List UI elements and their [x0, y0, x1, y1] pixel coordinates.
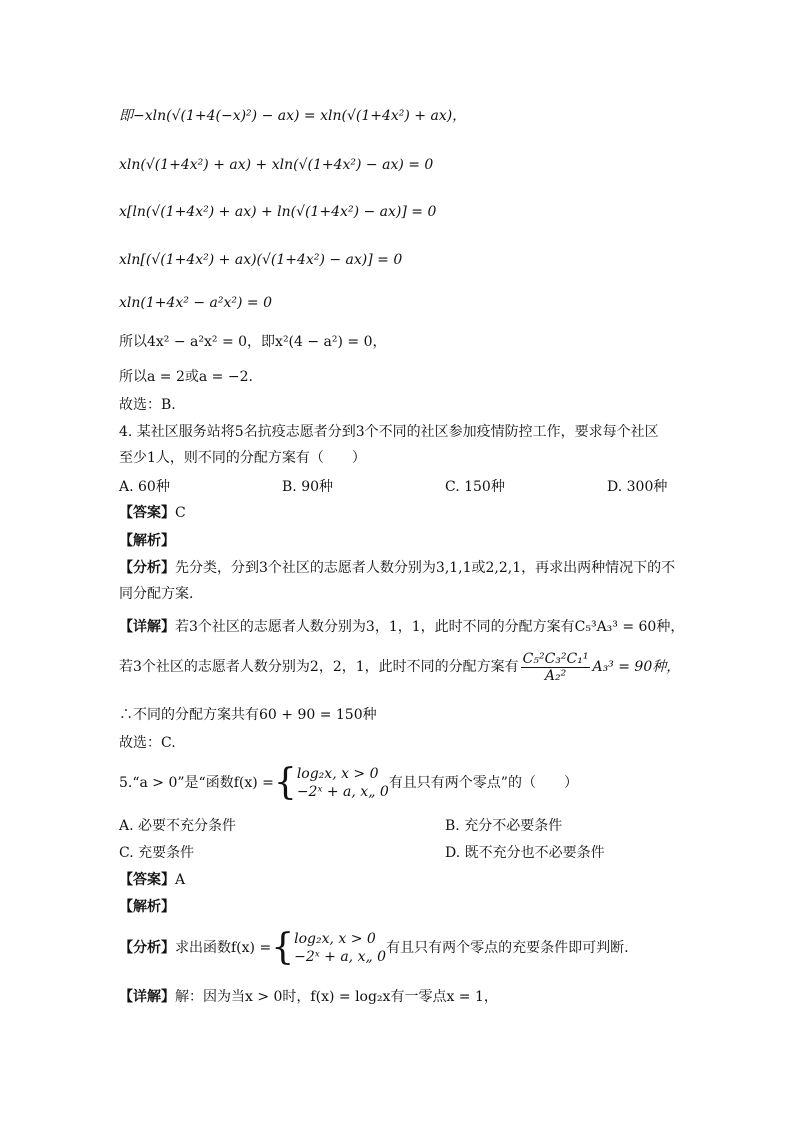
equation-line-2: xln(√(1+4x²) + ax) + xln(√(1+4x²) − ax) = 0 [119, 157, 434, 173]
q4-option-c: C. 150种 [445, 479, 505, 495]
q4-option-a: A. 60种 [119, 479, 170, 495]
text-line-8: 故选：B. [119, 397, 176, 413]
q4-fenxi-line-2: 同分配方案. [119, 586, 194, 602]
equation-line-1: 即−xln(√(1+4(−x)²) − ax) = xln(√(1+4x²) + ax)， [119, 108, 467, 124]
q5-option-c: C. 充要条件 [119, 845, 195, 861]
q4-option-d: D. 300种 [607, 479, 668, 495]
q4-detail-line-1 [119, 617, 684, 637]
q5-stem-post: 有且只有两个零点”的（ ） [388, 775, 578, 791]
q5-stem [119, 762, 578, 804]
equation-line-4: xln[(√(1+4x²) + ax)(√(1+4x²) − ax)] = 0 [119, 252, 403, 268]
fenxi-tag: 【分析】 [119, 940, 175, 956]
q5-option-a: A. 必要不充分条件 [119, 818, 237, 834]
piece-2: −2ˣ + a, x„ 0 [296, 784, 389, 800]
fenxi-text: 先分类，分到3个社区的志愿者人数分别为3,1,1或2,2,1，再求出两种情况下的不 [175, 560, 676, 576]
piecewise-function [297, 765, 389, 801]
fenxi-post: 有且只有两个零点的充要条件即可判断. [386, 940, 629, 956]
detail-tag: 【详解】 [119, 619, 175, 635]
text-line-6: 所以4x² − a²x² = 0，即x²(4 − a²) = 0， [119, 334, 387, 350]
q4-fenxi-line-1 [119, 558, 675, 578]
piece-1: log₂x, x > 0 [296, 766, 379, 782]
detail-text: 若3个社区的志愿者人数分别为3，1，1，此时不同的分配方案有C₅³A₃³ = 60种， [175, 619, 685, 635]
left-brace: { [271, 927, 295, 968]
q4-answer [119, 503, 186, 523]
piece-2: −2ˣ + a, x„ 0 [294, 949, 387, 965]
fraction-numerator: C₅²C₃²C₁¹ [522, 650, 589, 667]
q5-option-b: B. 充分不必要条件 [445, 818, 563, 834]
detail-text: 解：因为当x > 0时，f(x) = log₂x有一零点x = 1， [175, 989, 498, 1005]
q4-analysis-tag: 【解析】 [119, 533, 175, 549]
piecewise-function [294, 930, 386, 966]
q5-option-d: D. 既不充分也不必要条件 [445, 845, 605, 861]
q5-stem-pre: 5.“a > 0”是“函数f(x) = [119, 775, 274, 791]
q4-stem-line-1: 4. 某社区服务站将5名抗疫志愿者分到3个不同的社区参加疫情防控工作，要求每个社区 [119, 424, 659, 440]
answer-tag: 【答案】 [119, 872, 175, 888]
detail2-pre: 若3个社区的志愿者人数分别为2，2，1，此时不同的分配方案有 [119, 659, 519, 675]
answer-value: A [175, 872, 186, 888]
text-line-7: 所以a = 2或a = −2． [119, 369, 263, 385]
q4-detail-line-3: ∴不同的分配方案共有60 + 90 = 150种 [119, 707, 377, 723]
fraction-denominator: A₂² [544, 667, 567, 684]
q5-detail [119, 987, 498, 1007]
q4-option-b: B. 90种 [282, 479, 334, 495]
piece-1: log₂x, x > 0 [294, 931, 376, 947]
q4-stem-line-2: 至少1人，则不同的分配方案有（ ） [119, 450, 366, 466]
detail2-post: A₃³ = 90种， [592, 659, 681, 675]
equation-line-5: xln(1+4x² − a²x²) = 0 [119, 295, 273, 311]
fenxi-tag: 【分析】 [119, 560, 175, 576]
left-brace: { [273, 762, 297, 803]
q4-detail-line-2 [119, 650, 680, 684]
equation-line-3: x[ln(√(1+4x²) + ax) + ln(√(1+4x²) − ax)] = 0 [119, 204, 437, 220]
answer-tag: 【答案】 [119, 505, 175, 521]
q4-conclusion: 故选：C. [119, 735, 176, 751]
q5-answer [119, 870, 185, 890]
detail-tag: 【详解】 [119, 989, 175, 1005]
fenxi-pre: 求出函数f(x) = [175, 940, 272, 956]
fraction [521, 651, 591, 684]
q5-fenxi [119, 927, 629, 969]
answer-value: C [175, 505, 186, 521]
q5-analysis-tag: 【解析】 [119, 899, 175, 915]
